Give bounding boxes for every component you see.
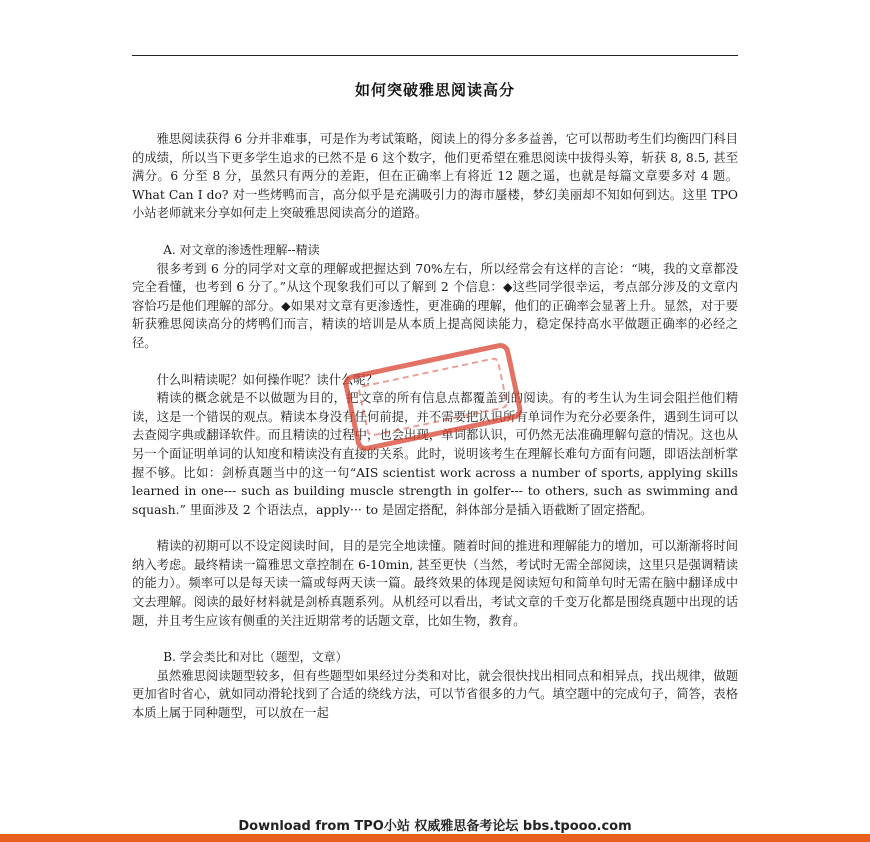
paragraph-gap [132, 223, 738, 241]
section-heading: B. 学会类比和对比（题型，文章） [163, 650, 348, 665]
footer-accent-bar [0, 834, 870, 842]
paragraph-gap [132, 519, 738, 537]
body-paragraph: 虽然雅思阅读题型较多，但有些题型如果经过分类和对比，就会很快找出相同点和相异点，找出规律，做题更加省时省心，就如同动滑轮找到了合适的绕线方法，可以节省很多的力气。填空题中的完成句子，简答，表格本质上属于同种题型，可以放在一起 [132, 668, 738, 721]
download-footer: Download from TPO小站 权威雅思备考论坛 bbs.tpooo.com [238, 819, 632, 834]
page-title: 如何突破雅思阅读高分 [354, 81, 515, 99]
document-body [132, 130, 738, 723]
body-paragraph: 雅思阅读获得 6 分并非难事，可是作为考试策略，阅读上的得分多多益善，它可以帮助考生们均衡四门科目的成绩，所以当下更多学生追求的已然不是 6 这个数字，他们更希望在雅思阅读中拔得头筹，斩获 8, 8.5, 甚至满分。6 分至 8 分，虽然只有两分的差距，但在正确率上有将近 12 题之遥，也就是每篇文章要多对 4 题。What Can I do? 对一些烤鸭而言，高分似乎是充满吸引力的海市蜃楼，梦幻美丽却不知如何到达。这里 TPO 小站老师就来分享如何走上突破雅思阅读高分的道路。 [132, 132, 738, 221]
paragraph-gap [132, 630, 738, 648]
body-paragraph: 什么叫精读呢？如何操作呢？读什么呢？ [156, 372, 378, 387]
body-paragraph: 很多考到 6 分的同学对文章的理解或把握达到 70%左右，所以经常会有这样的言论：“咦，我的文章都没完全看懂，也考到 6 分了。”从这个现象我们可以了解到 2 个信息：◆这些同学很幸运，考点部分涉及的文章内容恰巧是他们理解的部分。◆如果对文章有更渗透性，更准确的理解，他们的正确率会显著上升。显然，对于要斩获雅思阅读高分的烤鸭们而言，精读的培训是从本质上提高阅读能力，稳定保持高水平做题正确率的必经之径。 [132, 261, 738, 350]
header-rule [132, 55, 738, 56]
paragraph-gap [132, 353, 738, 371]
body-paragraph: 精读的概念就是不以做题为目的，把文章的所有信息点都覆盖到的阅读。有的考生认为生词会阻拦他们精读，这是一个错误的观点。精读本身没有任何前提，并不需要把认识所有单词作为充分必要条件，遇到生词可以去查阅字典或翻译软件。而且精读的过程中，也会出现，单词都认识，可仍然无法准确理解句意的情况。这也从另一个面证明单词的认知度和精读没有直接的关系。此时，说明该考生在理解长难句方面有问题，即语法剖析掌握不够。比如：剑桥真题当中的这一句“AIS scientist work across a number of sports, applying skills learned in one--- such as building muscle strength in golfer--- to others, such as swimming and squash.” 里面涉及 2 个语法点，apply··· to 是固定搭配，斜体部分是插入语截断了固定搭配。 [132, 391, 738, 517]
body-paragraph: 精读的初期可以不设定阅读时间，目的是完全地读懂。随着时间的推进和理解能力的增加，可以渐渐将时间纳入考虑。最终精读一篇雅思文章控制在 6-10min, 甚至更快（当然，考试时无需全部阅读，这里只是强调精读的能力）。频率可以是每天读一篇或每两天读一篇。最终效果的体现是阅读短句和简单句时无需在脑中翻译成中文去理解。阅读的最好材料就是剑桥真题系列。从机经可以看出，考试文章的千变万化都是围绕真题中出现的话题，并且考生应该有侧重的关注近期常考的话题文章，比如生物，教育。 [132, 539, 738, 628]
section-heading: A. 对文章的渗透性理解--精读 [163, 242, 320, 257]
